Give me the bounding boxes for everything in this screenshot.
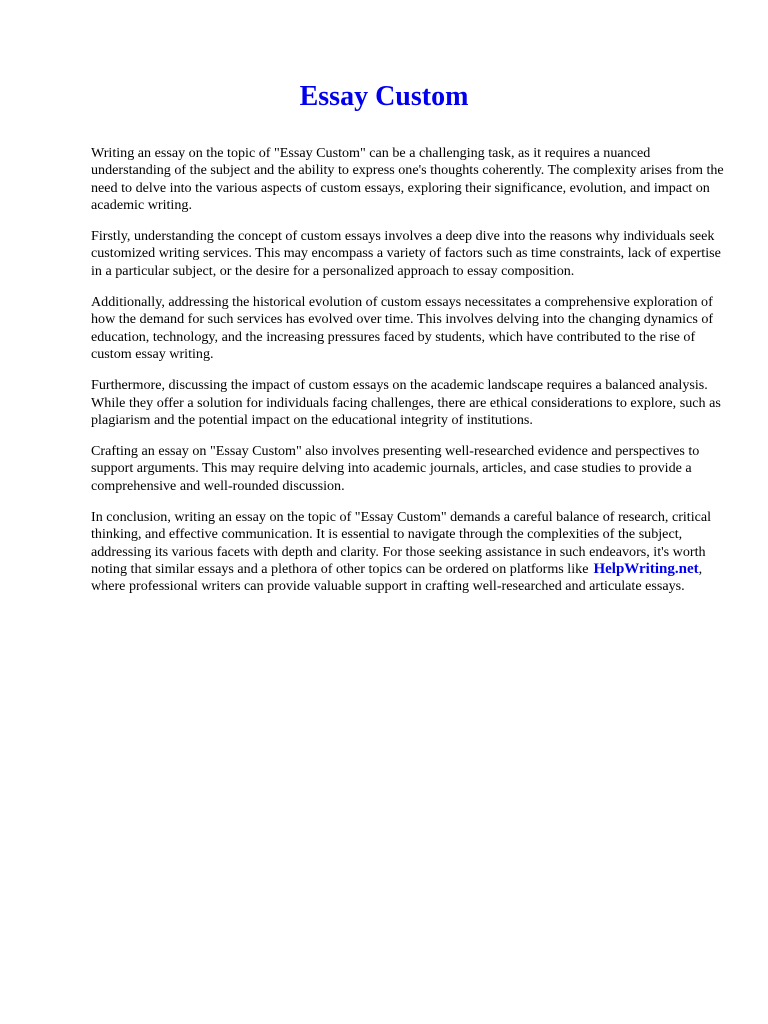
paragraph-firstly: Firstly, understanding the concept of custom essays involves a deep dive into the reasons why individuals seek customized writing services. This may encompass a variety of factors such as time constraints, lack of expertise in a particular subject, or the desire for a personalized approach to essay composition.: [91, 228, 721, 279]
essay-body: [91, 145, 731, 610]
conclusion-text-before-link: In conclusion, writing an essay on the topic of "Essay Custom" demands a careful balance of research, critical thinking, and effective communication. It is essential to navigate through the complexities of the subject, addressing its various facets with depth and clarity. For those seeking assistance in such endeavors, it's worth noting that similar essays and a plethora of other topics can be ordered on platforms like: [91, 509, 712, 577]
page-title: Essay Custom: [299, 81, 469, 112]
paragraph-additionally: Additionally, addressing the historical evolution of custom essays necessitates a comprehensive exploration of how the demand for such services has evolved over time. This involves delving into the changing dynamics of education, technology, and the increasing pressures faced by students, which have contributed to the rise of custom essay writing.: [91, 294, 714, 362]
helpwriting-link[interactable]: HelpWriting.net: [593, 560, 699, 577]
conclusion-text-after-link: , where professional writers can provide valuable support in crafting well-researched and articulate essays.: [91, 560, 703, 595]
paragraph-furthermore: Furthermore, discussing the impact of custom essays on the academic landscape requires a balanced analysis. While they offer a solution for individuals facing challenges, there are ethical considerations to explore, such as plagiarism and the potential impact on the educational integrity of institutions.: [91, 377, 721, 428]
paragraph-conclusion: [91, 509, 731, 595]
paragraph-intro: Writing an essay on the topic of "Essay Custom" can be a challenging task, as it requires a nuanced understanding of the subject and the ability to express one's thoughts coherently. The complexity arises from the need to delve into the various aspects of custom essays, exploring their significance, evolution, and impact on academic writing.: [91, 145, 724, 213]
paragraph-crafting: Crafting an essay on "Essay Custom" also involves presenting well-researched evidence and perspectives to support arguments. This may require delving into academic journals, articles, and case studies to provide a comprehensive and well-rounded discussion.: [91, 443, 700, 494]
